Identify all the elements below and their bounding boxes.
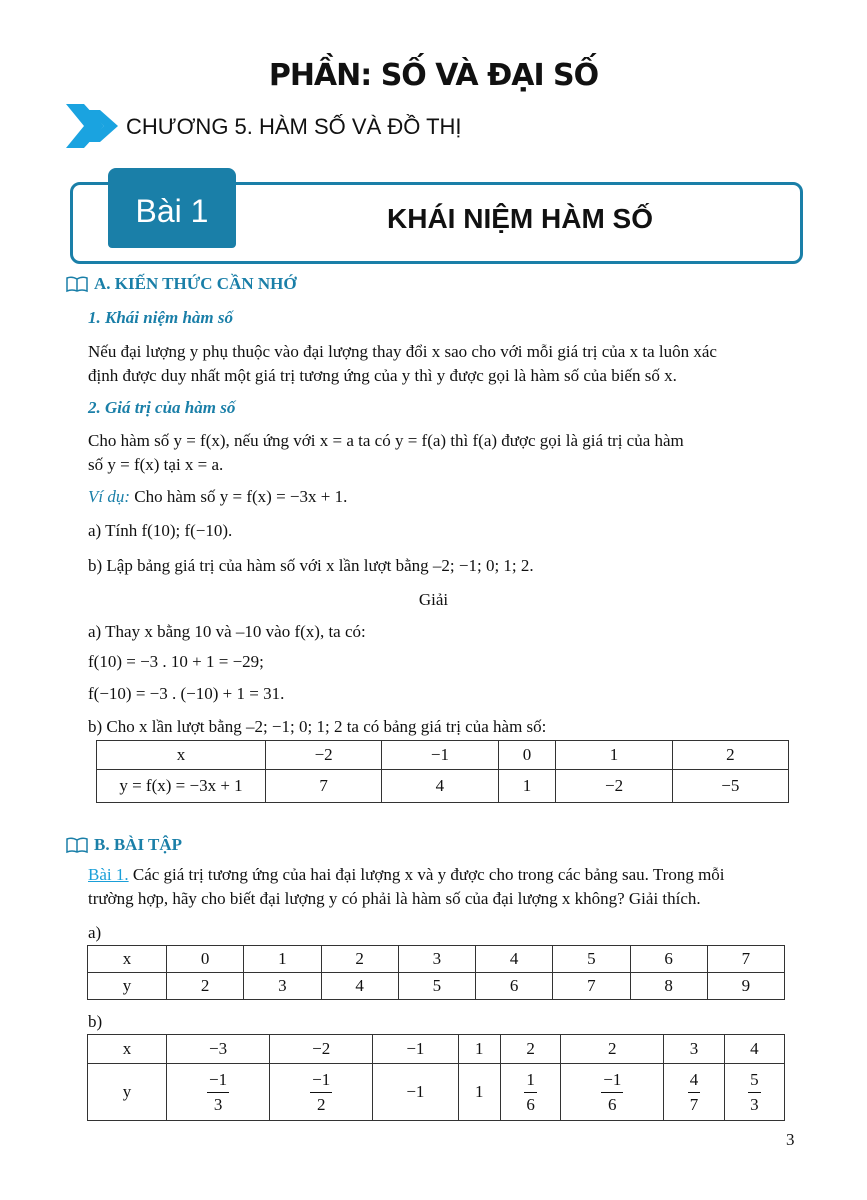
page-number: 3 <box>786 1130 795 1149</box>
sub-heading-2: 2. Giá trị của hàm số <box>88 398 236 417</box>
paragraph-line: Nếu đại lượng y phụ thuộc vào đại lượng thay đổi x sao cho với mỗi giá trị của x ta luôn xác <box>88 342 717 361</box>
fraction: $\frac{-1}{2}$ <box>312 1069 331 1114</box>
sub-heading-1: 1. Khái niệm hàm số <box>88 308 234 327</box>
table-cell <box>167 1064 270 1121</box>
table-cell: 2 <box>500 1035 560 1064</box>
book-icon <box>66 836 88 854</box>
part-a-label: a) <box>88 923 102 942</box>
part-b-label: b) <box>88 1012 103 1031</box>
table-cell <box>724 1064 784 1121</box>
table-cell <box>561 1064 664 1121</box>
table-cell: 1 <box>458 1064 500 1121</box>
double-chevron-icon <box>66 104 122 148</box>
chapter-title: CHƯƠNG 5. HÀM SỐ VÀ ĐỒ THỊ <box>126 114 462 139</box>
table-cell: x <box>88 1035 167 1064</box>
table-row <box>88 1064 785 1121</box>
question-b: b) Lập bảng giá trị của hàm số với x lần lượt bằng –2; −1; 0; 1; 2. <box>88 556 534 575</box>
table-cell <box>270 1064 373 1121</box>
paragraph-line: Cho hàm số y = f(x), nếu ứng với x = a ta có y = f(a) thì f(a) được gọi là giá trị của hàm <box>88 431 684 450</box>
table-cell: 6 <box>630 946 707 973</box>
table-cell: 3 <box>398 946 475 973</box>
question-a: a) Tính f(10); f(−10). <box>88 521 233 540</box>
table-cell: 4 <box>476 946 553 973</box>
table-cell: 0 <box>498 741 556 770</box>
table-row <box>88 1035 785 1064</box>
table-cell: 1 <box>458 1035 500 1064</box>
example-text: Cho hàm số y = f(x) = −3x + 1. <box>130 487 348 506</box>
table-row <box>97 770 789 803</box>
table-cell: −1 <box>373 1035 458 1064</box>
table-cell: 4 <box>724 1035 784 1064</box>
table-row <box>97 741 789 770</box>
section-a-heading <box>66 274 297 294</box>
table-cell: 3 <box>664 1035 724 1064</box>
table-cell: 2 <box>672 741 788 770</box>
table-cell: x <box>97 741 266 770</box>
table-row <box>88 973 785 1000</box>
table-cell: 5 <box>398 973 475 1000</box>
solution-heading: Giải <box>418 590 449 609</box>
table-cell: 1 <box>498 770 556 803</box>
exercise-1-text: Các giá trị tương ứng của hai đại lượng x và y được cho trong các bảng sau. Trong mỗi <box>128 865 725 884</box>
paragraph-line: định được duy nhất một giá trị tương ứng của y thì y được gọi là hàm số của biến số x. <box>88 366 677 385</box>
table-cell: 5 <box>553 946 630 973</box>
paragraph-line: số y = f(x) tại x = a. <box>88 455 224 474</box>
value-table <box>96 740 789 803</box>
table-cell: −5 <box>672 770 788 803</box>
solution-b: b) Cho x lần lượt bằng –2; −1; 0; 1; 2 ta có bảng giá trị của hàm số: <box>88 717 547 736</box>
table-cell: 6 <box>476 973 553 1000</box>
fraction: $\frac{1}{6}$ <box>526 1069 535 1114</box>
table-cell <box>500 1064 560 1121</box>
table-cell: −2 <box>556 770 672 803</box>
example-label: Ví dụ: <box>88 487 131 506</box>
table-cell: 0 <box>167 946 244 973</box>
table-a <box>87 945 785 1000</box>
table-cell: 4 <box>321 973 398 1000</box>
section-b-heading <box>66 835 182 855</box>
solution-a1: f(10) = −3 . 10 + 1 = −29; <box>88 652 264 671</box>
fraction: $\frac{4}{7}$ <box>689 1069 699 1114</box>
table-cell: −2 <box>270 1035 373 1064</box>
table-cell: 1 <box>244 946 321 973</box>
table-cell: 7 <box>266 770 382 803</box>
book-icon <box>66 275 88 293</box>
lesson-title: KHÁI NIỆM HÀM SỐ <box>387 203 653 234</box>
table-cell: 2 <box>167 973 244 1000</box>
table-cell: 2 <box>321 946 398 973</box>
table-cell: −3 <box>167 1035 270 1064</box>
table-cell: −1 <box>382 741 498 770</box>
table-cell: 8 <box>630 973 707 1000</box>
table-cell: 3 <box>244 973 321 1000</box>
lesson-tab: Bài 1 <box>108 168 236 248</box>
table-cell: −2 <box>266 741 382 770</box>
exercise-1-line: trường hợp, hãy cho biết đại lượng y có phải là hàm số của đại lượng x không? Giải thích. <box>88 889 701 908</box>
table-cell: y = f(x) = −3x + 1 <box>97 770 266 803</box>
table-cell: −1 <box>373 1064 458 1121</box>
table-cell: y <box>88 1064 167 1121</box>
fraction: $\frac{-1}{6}$ <box>603 1069 622 1114</box>
part-title: PHẦN: SỐ VÀ ĐẠI SỐ <box>268 58 599 93</box>
section-b-text: B. BÀI TẬP <box>94 835 183 854</box>
solution-a2: f(−10) = −3 . (−10) + 1 = 31. <box>88 684 285 703</box>
section-a-text: A. KIẾN THỨC CẦN NHỚ <box>94 274 297 293</box>
table-cell: 4 <box>382 770 498 803</box>
table-row <box>88 946 785 973</box>
fraction: $\frac{5}{3}$ <box>750 1069 759 1114</box>
table-cell: 9 <box>707 973 784 1000</box>
table-cell: 2 <box>561 1035 664 1064</box>
table-cell: 7 <box>707 946 784 973</box>
table-cell: 1 <box>556 741 672 770</box>
table-cell: y <box>88 973 167 1000</box>
exercise-1-link[interactable]: Bài 1. <box>88 865 129 884</box>
exercise-1-line <box>88 865 725 885</box>
solution-a: a) Thay x bằng 10 và –10 vào f(x), ta có: <box>88 622 366 641</box>
table-cell: x <box>88 946 167 973</box>
table-b <box>87 1034 785 1121</box>
fraction: $\frac{-1}{3}$ <box>209 1069 228 1114</box>
example-line <box>88 487 347 507</box>
table-cell: 7 <box>553 973 630 1000</box>
table-cell <box>664 1064 724 1121</box>
